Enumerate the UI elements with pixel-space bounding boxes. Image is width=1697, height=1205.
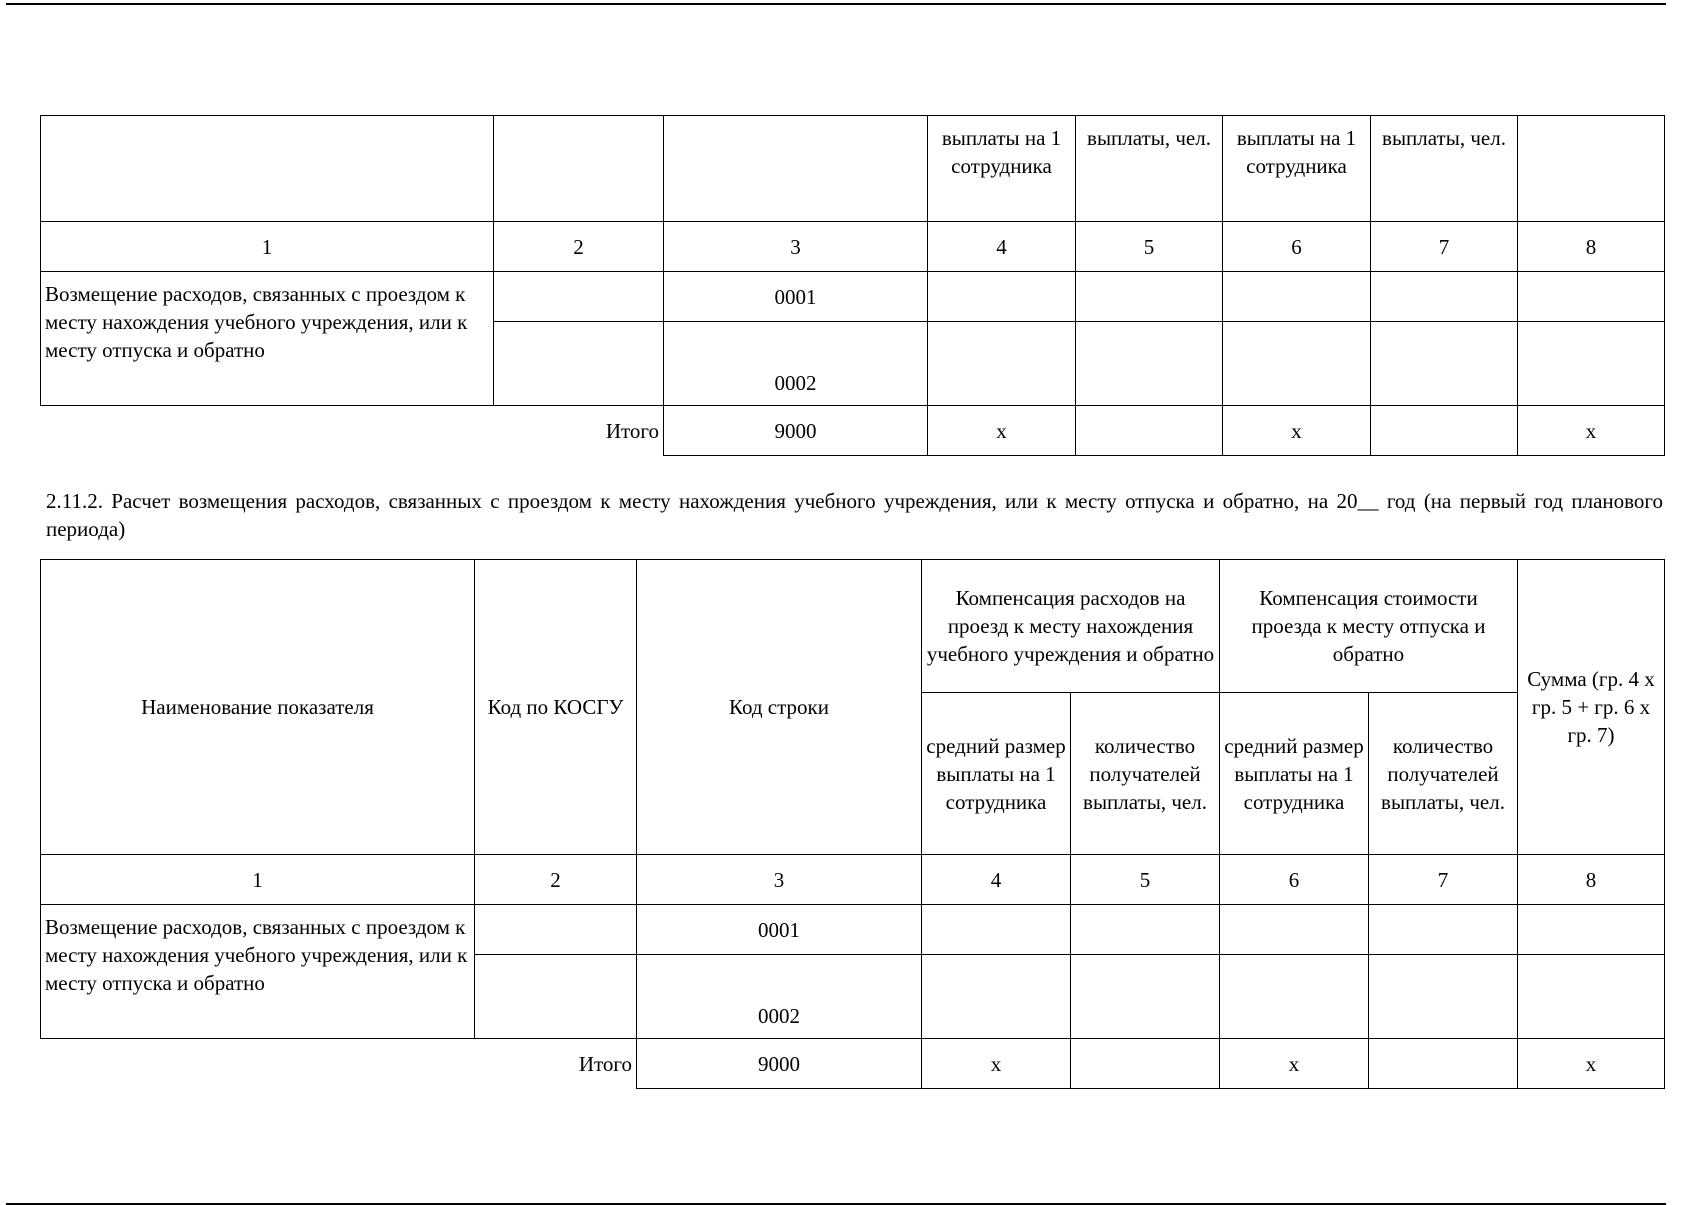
column-number: 3 xyxy=(664,222,928,272)
value-cell xyxy=(928,322,1076,406)
column-number: 5 xyxy=(1071,855,1220,905)
kosgu-cell xyxy=(494,272,664,322)
header-group-study: Компенсация расходов на проезд к месту нахождения учебного учреждения и обратно xyxy=(922,560,1220,693)
value-cell xyxy=(1076,406,1223,456)
total-code: 9000 xyxy=(637,1039,922,1089)
column-number: 7 xyxy=(1371,222,1518,272)
value-cell xyxy=(1371,272,1518,322)
total-code: 9000 xyxy=(664,406,928,456)
value-cell xyxy=(1518,905,1665,955)
row-code: 0001 xyxy=(637,905,922,955)
column-number: 1 xyxy=(41,222,494,272)
value-cell xyxy=(922,905,1071,955)
row-code: 0002 xyxy=(664,322,928,406)
total-row xyxy=(41,1039,1665,1089)
column-number: 5 xyxy=(1076,222,1223,272)
value-cell xyxy=(1518,955,1665,1039)
total-x: x xyxy=(922,1039,1071,1089)
column-number-row xyxy=(41,222,1665,272)
value-cell xyxy=(1071,1039,1220,1089)
top-rule xyxy=(6,3,1666,5)
header-cell: выплаты, чел. xyxy=(1371,116,1518,222)
value-cell xyxy=(1220,955,1369,1039)
value-cell xyxy=(1369,1039,1518,1089)
value-cell xyxy=(1371,322,1518,406)
column-number: 3 xyxy=(637,855,922,905)
value-cell xyxy=(1071,955,1220,1039)
header-code: Код строки xyxy=(637,560,922,855)
header-count: количество получателей выплаты, чел. xyxy=(1369,693,1518,855)
column-number: 1 xyxy=(41,855,475,905)
header-cell xyxy=(1518,116,1665,222)
value-cell xyxy=(928,272,1076,322)
value-cell xyxy=(1076,272,1223,322)
column-number: 2 xyxy=(475,855,637,905)
total-x: x xyxy=(1518,1039,1665,1089)
header-row xyxy=(41,116,1665,222)
value-cell xyxy=(1223,322,1371,406)
total-label: Итого xyxy=(41,1039,637,1089)
total-row xyxy=(41,406,1665,456)
value-cell xyxy=(1223,272,1371,322)
total-x: x xyxy=(1220,1039,1369,1089)
header-cell: выплаты, чел. xyxy=(1076,116,1223,222)
column-number: 4 xyxy=(928,222,1076,272)
row-code: 0001 xyxy=(664,272,928,322)
table-continuation xyxy=(40,115,1665,456)
value-cell xyxy=(922,955,1071,1039)
kosgu-cell xyxy=(494,322,664,406)
header-cell: выплаты на 1 сотрудника xyxy=(928,116,1076,222)
header-sum: Сумма (гр. 4 x гр. 5 + гр. 6 x гр. 7) xyxy=(1518,560,1665,855)
header-cell: выплаты на 1 сотрудника xyxy=(1223,116,1371,222)
header-avg: средний размер выплаты на 1 сотрудника xyxy=(1220,693,1369,855)
value-cell xyxy=(1371,406,1518,456)
value-cell xyxy=(1369,955,1518,1039)
total-x: x xyxy=(928,406,1076,456)
section-title: 2.11.2. Расчет возмещения расходов, связанных с проездом к месту нахождения учебного учреждения, или к месту отпуска и обратно, на 20__ год (на первый год планового периода) xyxy=(46,489,1663,541)
table-row xyxy=(41,905,1665,955)
total-x: x xyxy=(1518,406,1665,456)
value-cell xyxy=(1076,322,1223,406)
row-name: Возмещение расходов, связанных с проездом к месту нахождения учебного учреждения, или к месту отпуска и обратно xyxy=(41,272,494,406)
header-row xyxy=(41,560,1665,693)
value-cell xyxy=(1369,905,1518,955)
header-avg: средний размер выплаты на 1 сотрудника xyxy=(922,693,1071,855)
column-number-row xyxy=(41,855,1665,905)
column-number: 2 xyxy=(494,222,664,272)
total-x: x xyxy=(1223,406,1371,456)
column-number: 6 xyxy=(1220,855,1369,905)
table-row xyxy=(41,272,1665,322)
value-cell xyxy=(1071,905,1220,955)
value-cell xyxy=(1518,272,1665,322)
column-number: 8 xyxy=(1518,855,1665,905)
header-count: количество получателей выплаты, чел. xyxy=(1071,693,1220,855)
header-cell xyxy=(41,116,494,222)
header-cell xyxy=(494,116,664,222)
value-cell xyxy=(1518,322,1665,406)
column-number: 6 xyxy=(1223,222,1371,272)
header-cell xyxy=(664,116,928,222)
header-group-vacation: Компенсация стоимости проезда к месту отпуска и обратно xyxy=(1220,560,1518,693)
kosgu-cell xyxy=(475,905,637,955)
table-calculation xyxy=(40,559,1665,1089)
row-code: 0002 xyxy=(637,955,922,1039)
column-number: 4 xyxy=(922,855,1071,905)
header-kosgu: Код по КОСГУ xyxy=(475,560,637,855)
kosgu-cell xyxy=(475,955,637,1039)
row-name: Возмещение расходов, связанных с проездом к месту нахождения учебного учреждения, или к месту отпуска и обратно xyxy=(41,905,475,1039)
column-number: 8 xyxy=(1518,222,1665,272)
header-name: Наименование показателя xyxy=(41,560,475,855)
total-label: Итого xyxy=(41,406,664,456)
column-number: 7 xyxy=(1369,855,1518,905)
value-cell xyxy=(1220,905,1369,955)
